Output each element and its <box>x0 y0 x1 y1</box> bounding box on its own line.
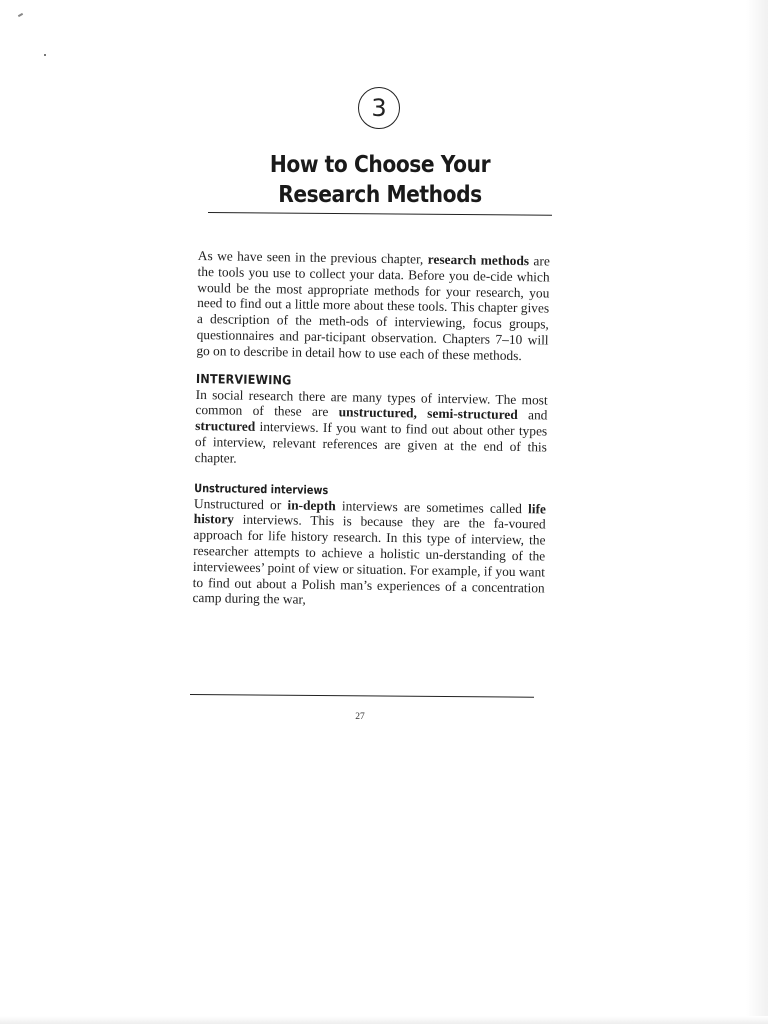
body-text <box>192 248 550 612</box>
scan-shadow-bottom <box>0 1016 768 1024</box>
text-run: As we have seen in the previous chapter, <box>197 248 428 267</box>
interviewing-paragraph <box>195 387 548 472</box>
chapter-title-line-2: Research Methods <box>278 182 482 208</box>
section-heading-interviewing: INTERVIEWING <box>195 370 292 388</box>
chapter-number-text: 3 <box>371 94 387 122</box>
footer-rule <box>190 694 534 698</box>
bold-term: life history <box>193 500 547 527</box>
text-run: interviews are sometimes called <box>335 497 529 516</box>
scan-speck <box>44 54 46 56</box>
text-run: interviews. If you want to find out about other types of interview, relevant references are given at the end of this chapter. <box>194 419 548 466</box>
text-run: and <box>517 407 548 423</box>
bold-term: structured <box>195 418 256 435</box>
chapter-title-line-1: How to Choose Your <box>269 152 491 178</box>
chapter-title <box>222 150 539 210</box>
page-number: 27 <box>355 712 365 722</box>
subheading-unstructured-interviews: Unstructured interviews <box>194 480 329 497</box>
text-run: In social research there are many types of interview. The most common of these are <box>195 386 548 420</box>
unstructured-paragraph <box>192 496 546 612</box>
bold-term: research methods <box>427 251 530 269</box>
bold-term: in-depth <box>287 496 336 513</box>
title-rule <box>208 212 552 216</box>
text-run: Unstructured or <box>193 495 288 512</box>
text-run: are the tools you use to collect your data. Before you de-cide which would be the most appropriate methods for your research, you need to find out a little more about these tools. This chapter gives a description of the meth-ods of interviewing, focus groups, questionnaires and par-ticipant observation. Chapters 7–10 will go on to describe in detail how to use each of these methods. <box>196 253 550 363</box>
text-run: interviews. This is because they are the fa-voured approach for life history research. In this type of interview, the researcher attempts to achieve a holistic un-derstanding of the interviewees’ point of view or situation. For example, if you want to find out about a Polish man’s experiences of a concentration camp during the war, <box>192 511 546 608</box>
scan-speck <box>18 13 23 17</box>
intro-paragraph <box>196 248 550 364</box>
chapter-number <box>358 87 400 129</box>
scan-shadow-right <box>746 0 768 1024</box>
bold-term: unstructured, semi-structured <box>338 404 518 423</box>
